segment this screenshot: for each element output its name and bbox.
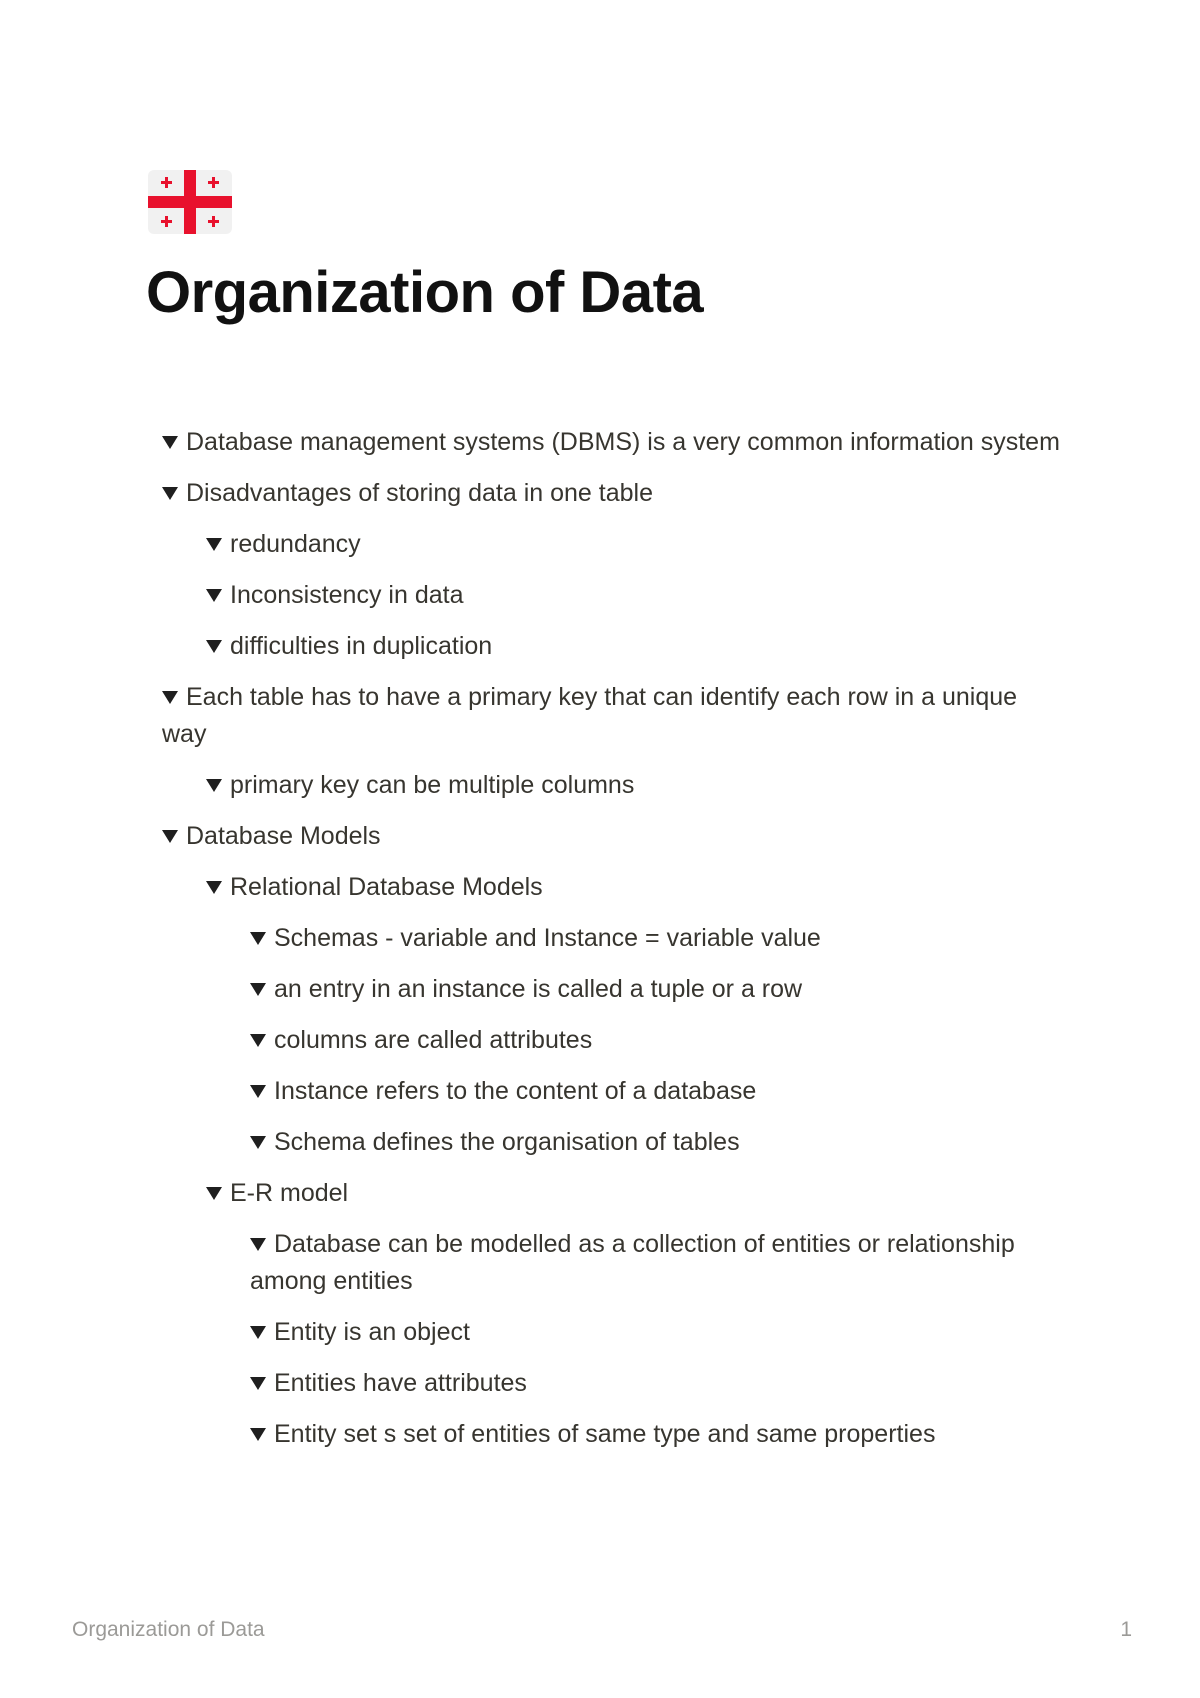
toggle-triangle-icon[interactable] [250,983,266,996]
toggle-item[interactable] [250,1314,1062,1351]
toggle-text: Schemas - variable and Instance = variable value [274,924,821,952]
toggle-triangle-icon[interactable] [206,538,222,551]
toggle-text: Database Models [186,822,381,850]
toggle-text: Entity is an object [274,1318,470,1346]
toggle-text: Schema defines the organisation of tables [274,1128,740,1156]
toggle-triangle-icon[interactable] [206,1187,222,1200]
toggle-triangle-icon[interactable] [206,881,222,894]
toggle-item[interactable] [206,1175,1062,1212]
toggle-list [162,424,1062,1467]
toggle-text: redundancy [230,530,361,558]
toggle-text: an entry in an instance is called a tuple or a row [274,975,803,1003]
toggle-triangle-icon[interactable] [162,691,178,704]
toggle-triangle-icon[interactable] [250,1326,266,1339]
toggle-triangle-icon[interactable] [250,1136,266,1149]
toggle-triangle-icon[interactable] [206,589,222,602]
toggle-item[interactable] [206,767,1062,804]
toggle-text: Entity set s set of entities of same type and same properties [274,1420,936,1448]
page-title: Organization of Data [146,260,704,325]
toggle-triangle-icon[interactable] [162,436,178,449]
toggle-item[interactable] [250,920,1062,957]
toggle-text: columns are called attributes [274,1026,593,1054]
toggle-item[interactable] [206,577,1062,614]
toggle-item[interactable] [162,424,1062,461]
toggle-item[interactable] [162,818,1062,855]
toggle-triangle-icon[interactable] [162,830,178,843]
toggle-text: Inconsistency in data [230,581,464,609]
toggle-triangle-icon[interactable] [250,1428,266,1441]
toggle-triangle-icon[interactable] [250,932,266,945]
toggle-text: difficulties in duplication [230,632,493,660]
toggle-text: Disadvantages of storing data in one table [186,479,653,507]
toggle-text: Entities have attributes [274,1369,527,1397]
toggle-item[interactable] [250,1073,1062,1110]
toggle-item[interactable] [162,475,1062,512]
toggle-text: Each table has to have a primary key that can identify each row in a unique way [162,683,1018,748]
toggle-item[interactable] [206,869,1062,906]
toggle-item[interactable] [250,1416,1062,1453]
toggle-text: primary key can be multiple columns [230,771,635,799]
footer-title: Organization of Data [72,1618,265,1641]
toggle-item[interactable] [250,1365,1062,1402]
toggle-triangle-icon[interactable] [206,640,222,653]
toggle-triangle-icon[interactable] [250,1238,266,1251]
toggle-text: Database can be modelled as a collection of entities or relationship among entities [250,1230,1015,1295]
page-number: 1 [1120,1618,1132,1641]
georgia-flag-icon [148,170,232,234]
toggle-text: E-R model [230,1179,349,1207]
toggle-item[interactable] [250,1124,1062,1161]
toggle-item[interactable] [206,526,1062,563]
toggle-text: Relational Database Models [230,873,543,901]
toggle-triangle-icon[interactable] [250,1377,266,1390]
toggle-triangle-icon[interactable] [206,779,222,792]
toggle-triangle-icon[interactable] [250,1034,266,1047]
toggle-triangle-icon[interactable] [250,1085,266,1098]
toggle-item[interactable] [206,628,1062,665]
toggle-triangle-icon[interactable] [162,487,178,500]
toggle-text: Database management systems (DBMS) is a very common information system [186,428,1060,456]
toggle-item[interactable] [250,1022,1062,1059]
toggle-item[interactable] [250,1226,1062,1300]
toggle-text: Instance refers to the content of a database [274,1077,757,1105]
toggle-item[interactable] [250,971,1062,1008]
toggle-item[interactable] [162,679,1062,753]
